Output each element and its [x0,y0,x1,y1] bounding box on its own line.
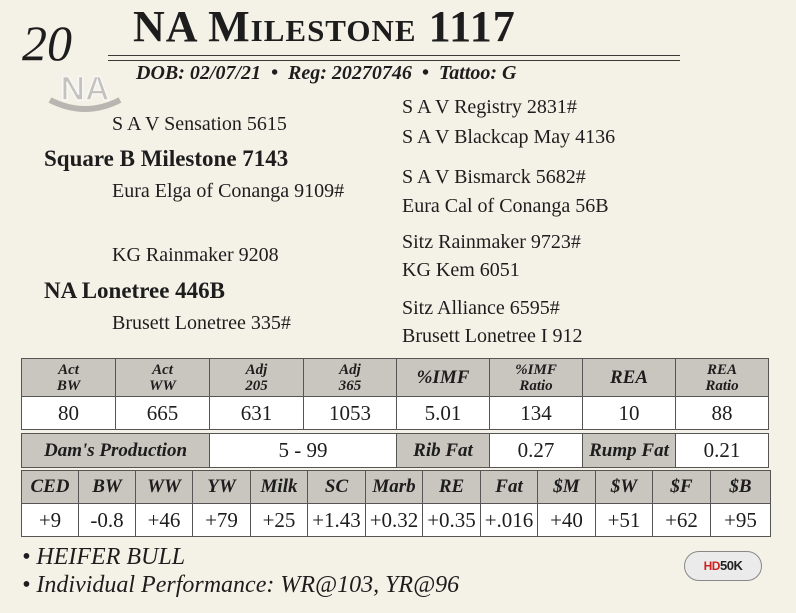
epd-header-ww: WW [136,471,193,504]
note-item: • Individual Performance: WR@103, YR@96 [22,572,460,598]
epd-header-m: $M [538,471,596,504]
value-act-bw: 80 [22,397,116,430]
header-rea-ratio: REA Ratio [676,359,769,397]
note-item: • HEIFER BULL [22,544,186,570]
epd-header-re: RE [423,471,481,504]
lot-number: 20 [22,15,72,71]
value-imf-ratio: 134 [490,397,583,430]
title-divider [108,55,680,61]
dam-dam-dam: Brusett Lonetree I 912 [402,325,583,347]
epd-header-milk: Milk [251,471,308,504]
notes-list [22,543,459,599]
header-adj-365: Adj 365 [304,359,397,397]
rump-fat-value: 0.21 [676,434,769,468]
header-rea: REA [583,359,676,397]
header-adj-205: Adj 205 [210,359,304,397]
value-act-ww: 665 [116,397,210,430]
hd50k-logo-icon: HD50K [684,551,762,581]
epd-value-m: +40 [538,504,596,537]
value-imf: 5.01 [397,397,490,430]
rump-fat-label: Rump Fat [583,434,676,468]
production-table [21,433,769,468]
sire-dam: Eura Elga of Conanga 9109# [112,180,345,202]
sire-dam-sire: S A V Bismarck 5682# [402,166,586,188]
rib-fat-value: 0.27 [490,434,583,468]
dam-dam: Brusett Lonetree 335# [112,312,291,334]
epd-header-marb: Marb [366,471,423,504]
value-adj-205: 631 [210,397,304,430]
sire-sire-sire: S A V Registry 2831# [402,96,577,118]
epd-value-bw: -0.8 [79,504,136,537]
dam-sire-dam: KG Kem 6051 [402,259,520,281]
epd-value-milk: +25 [251,504,308,537]
value-adj-365: 1053 [304,397,397,430]
epd-value-f: +62 [653,504,711,537]
epd-value-marb: +0.32 [366,504,423,537]
sire-sire: S A V Sensation 5615 [112,113,287,135]
rib-fat-label: Rib Fat [397,434,490,468]
epd-value-b: +95 [711,504,771,537]
epd-header-ced: CED [22,471,79,504]
dams-production-value: 5 - 99 [210,434,397,468]
performance-table [21,358,769,430]
header-act-bw: Act BW [22,359,116,397]
info-line: DOB: 02/07/21 • Reg: 20270746 • Tattoo: G [136,62,517,84]
header-act-ww: Act WW [116,359,210,397]
epd-header-yw: YW [193,471,251,504]
dam-sire-sire: Sitz Rainmaker 9723# [402,231,581,253]
epd-table [21,470,771,537]
epd-value-re: +0.35 [423,504,481,537]
epd-value-w: +51 [596,504,653,537]
epd-header-bw: BW [79,471,136,504]
value-rea-ratio: 88 [676,397,769,430]
dams-production-label: Dam's Production [22,434,210,468]
epd-header-fat: Fat [481,471,538,504]
epd-header-f: $F [653,471,711,504]
epd-value-sc: +1.43 [308,504,366,537]
epd-header-b: $B [711,471,771,504]
sire: Square B Milestone 7143 [44,146,289,171]
dam: NA Lonetree 446B [44,278,226,303]
epd-header-sc: SC [308,471,366,504]
na-logo-icon [46,66,124,116]
header-imf-ratio: %IMF Ratio [490,359,583,397]
epd-header-w: $W [596,471,653,504]
dam-sire: KG Rainmaker 9208 [112,244,279,266]
epd-value-yw: +79 [193,504,251,537]
sire-dam-dam: Eura Cal of Conanga 56B [402,195,609,217]
dam-dam-sire: Sitz Alliance 6595# [402,297,560,319]
epd-value-ww: +46 [136,504,193,537]
page-title: NA Milestone 1117 [133,2,516,51]
epd-value-fat: +.016 [481,504,538,537]
epd-value-ced: +9 [22,504,79,537]
sire-sire-dam: S A V Blackcap May 4136 [402,126,616,148]
header-imf: %IMF [397,359,490,397]
badge-text: NA [60,70,110,108]
value-rea: 10 [583,397,676,430]
